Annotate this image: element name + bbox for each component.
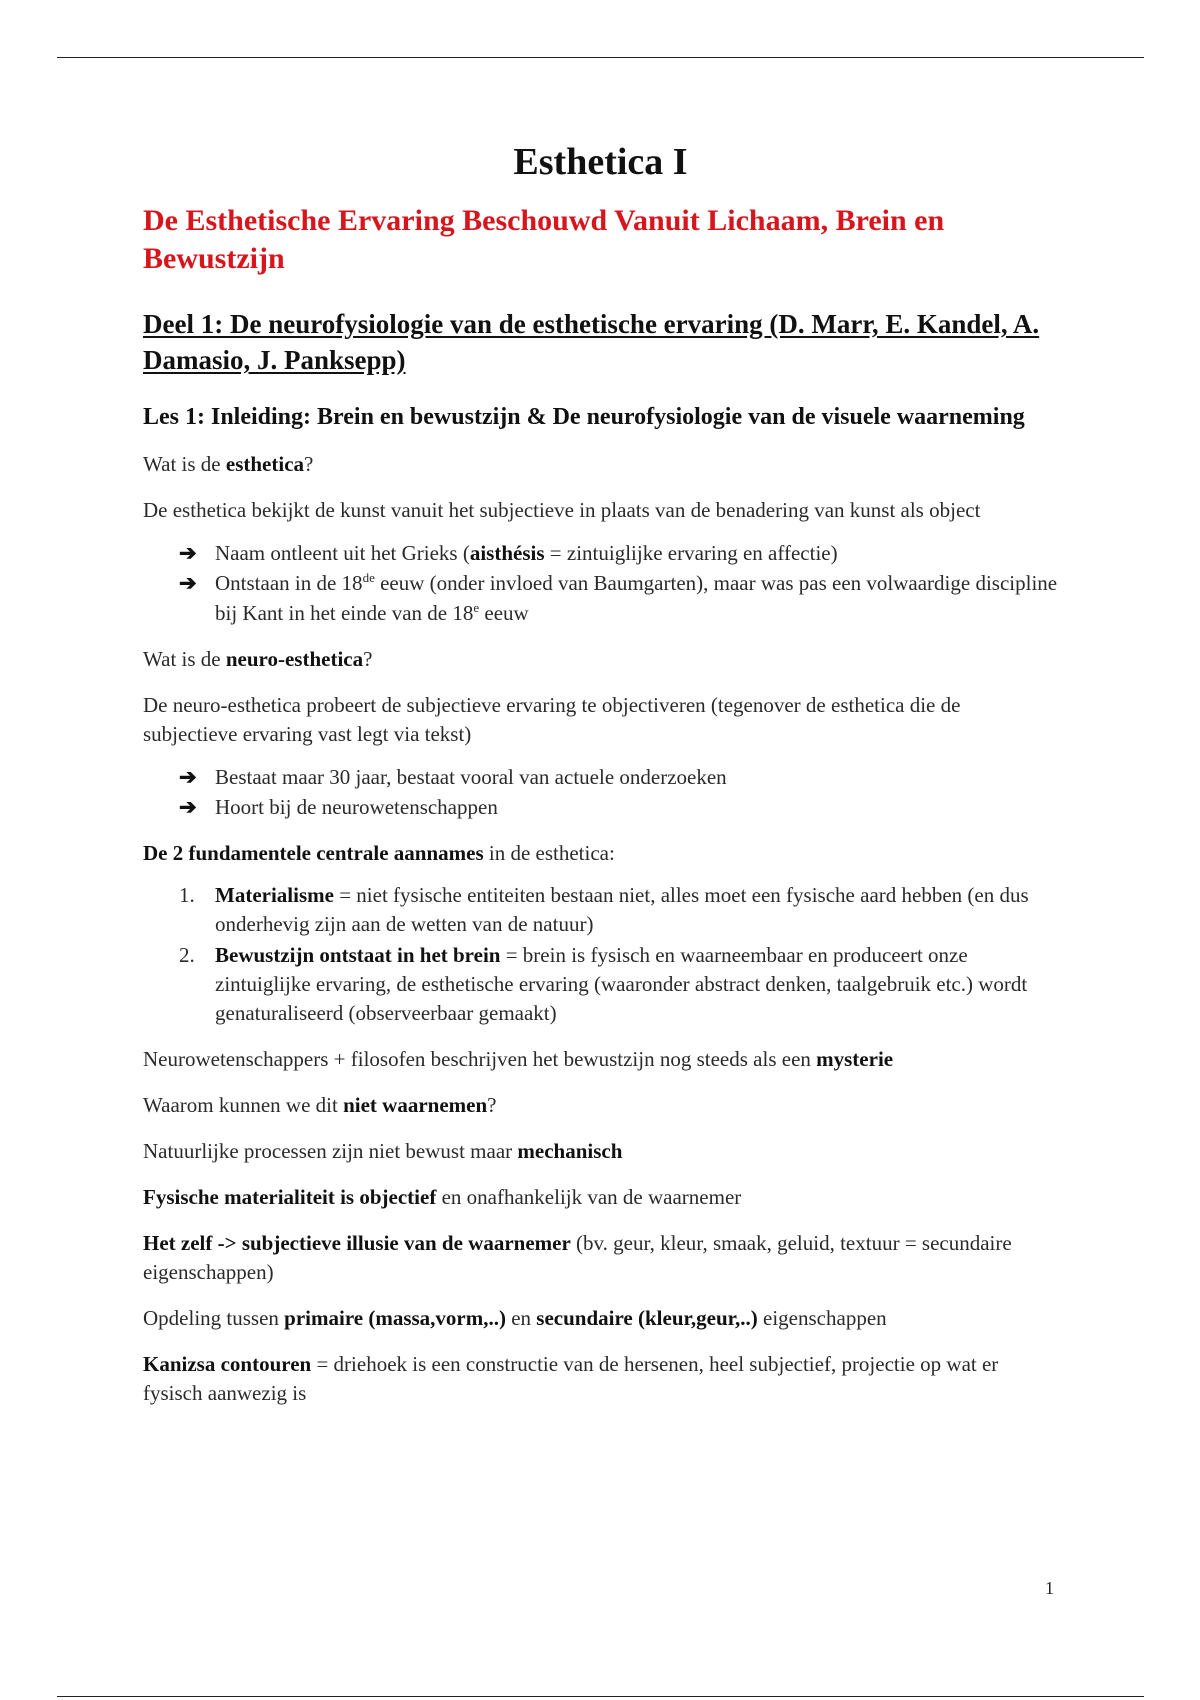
question-neuro-esthetica: Wat is de neuro-esthetica? — [143, 647, 373, 671]
lesson-heading: Les 1: Inleiding: Brein en bewustzijn & De neurofysiologie van de visuele waarneming — [143, 404, 1025, 430]
list-item: ➔ Naam ontleent uit het Grieks (aisthésis = zintuiglijke ervaring en affectie) — [179, 538, 1058, 568]
bottom-rule — [57, 1696, 1144, 1697]
bullet-list-esthetica — [143, 538, 1058, 628]
arrow-icon: ➔ — [179, 571, 197, 595]
list-item: 1. Materialisme = niet fysische entiteiten bestaan niet, alles moet een fysische aard hebben (en dus onderhevig zijn aan de wetten van de natuur) — [179, 883, 1029, 936]
paragraph-kanizsa: Kanizsa contouren = driehoek is een constructie van de hersenen, heel subjectief, projectie op wat er fysisch aanwezig is — [143, 1352, 999, 1405]
list-item: ➔ Bestaat maar 30 jaar, bestaat vooral van actuele onderzoeken — [179, 762, 1058, 792]
arrow-icon: ➔ — [179, 541, 197, 565]
list-item: ➔ Hoort bij de neurowetenschappen — [179, 792, 1058, 822]
list-item: 2. Bewustzijn ontstaat in het brein = brein is fysisch en waarneembaar en produceert onze zintuiglijke ervaring, de esthetische ervaring (waaronder abstract denken, taalgebruik etc.) wordt genaturaliseerd (observeerbaar gemaakt) — [179, 943, 1028, 1025]
paragraph-objectief: Fysische materialiteit is objectief en onafhankelijk van de waarnemer — [143, 1185, 742, 1209]
document-page — [143, 140, 1058, 1425]
paragraph-opdeling: Opdeling tussen primaire (massa,vorm,..) en secundaire (kleur,geur,..) eigenschappen — [143, 1306, 887, 1330]
part-heading: Deel 1: De neurofysiologie van de esthetische ervaring (D. Marr, E. Kandel, A. Damasio, J. Panksepp) — [143, 309, 1040, 375]
question-esthetica: Wat is de esthetica? — [143, 452, 314, 476]
arrow-icon: ➔ — [179, 765, 197, 789]
page-number: 1 — [1045, 1578, 1054, 1598]
paragraph-assumptions-intro: De 2 fundamentele centrale aannames in de esthetica: — [143, 841, 615, 865]
paragraph-esthetica-definition: De esthetica bekijkt de kunst vanuit het subjectieve in plaats van de benadering van kunst als object — [143, 498, 981, 522]
paragraph-het-zelf: Het zelf -> subjectieve illusie van de waarnemer (bv. geur, kleur, smaak, geluid, textuur = secundaire eigenschappen) — [143, 1231, 1012, 1284]
list-item: ➔ Ontstaan in de 18de eeuw (onder invloed van Baumgarten), maar was pas een volwaardige discipline bij Kant in het einde van de 18e eeuw — [179, 570, 1058, 625]
arrow-icon: ➔ — [179, 795, 197, 819]
paragraph-waarnemen: Waarom kunnen we dit niet waarnemen? — [143, 1093, 497, 1117]
paragraph-mysterie: Neurowetenschappers + filosofen beschrijven het bewustzijn nog steeds als een mysterie — [143, 1047, 894, 1071]
document-title: Esthetica I — [513, 141, 688, 183]
numbered-list-assumptions — [143, 881, 1058, 1028]
bullet-list-neuro-esthetica — [143, 762, 1058, 822]
top-rule — [57, 57, 1144, 58]
paragraph-mechanisch: Natuurlijke processen zijn niet bewust maar mechanisch — [143, 1139, 623, 1163]
paragraph-neuro-esthetica-definition: De neuro-esthetica probeert de subjectieve ervaring te objectiveren (tegenover de esthetica die de subjectieve ervaring vast legt via tekst) — [143, 693, 961, 746]
document-subtitle: De Esthetische Ervaring Beschouwd Vanuit Lichaam, Brein en Bewustzijn — [143, 204, 945, 275]
